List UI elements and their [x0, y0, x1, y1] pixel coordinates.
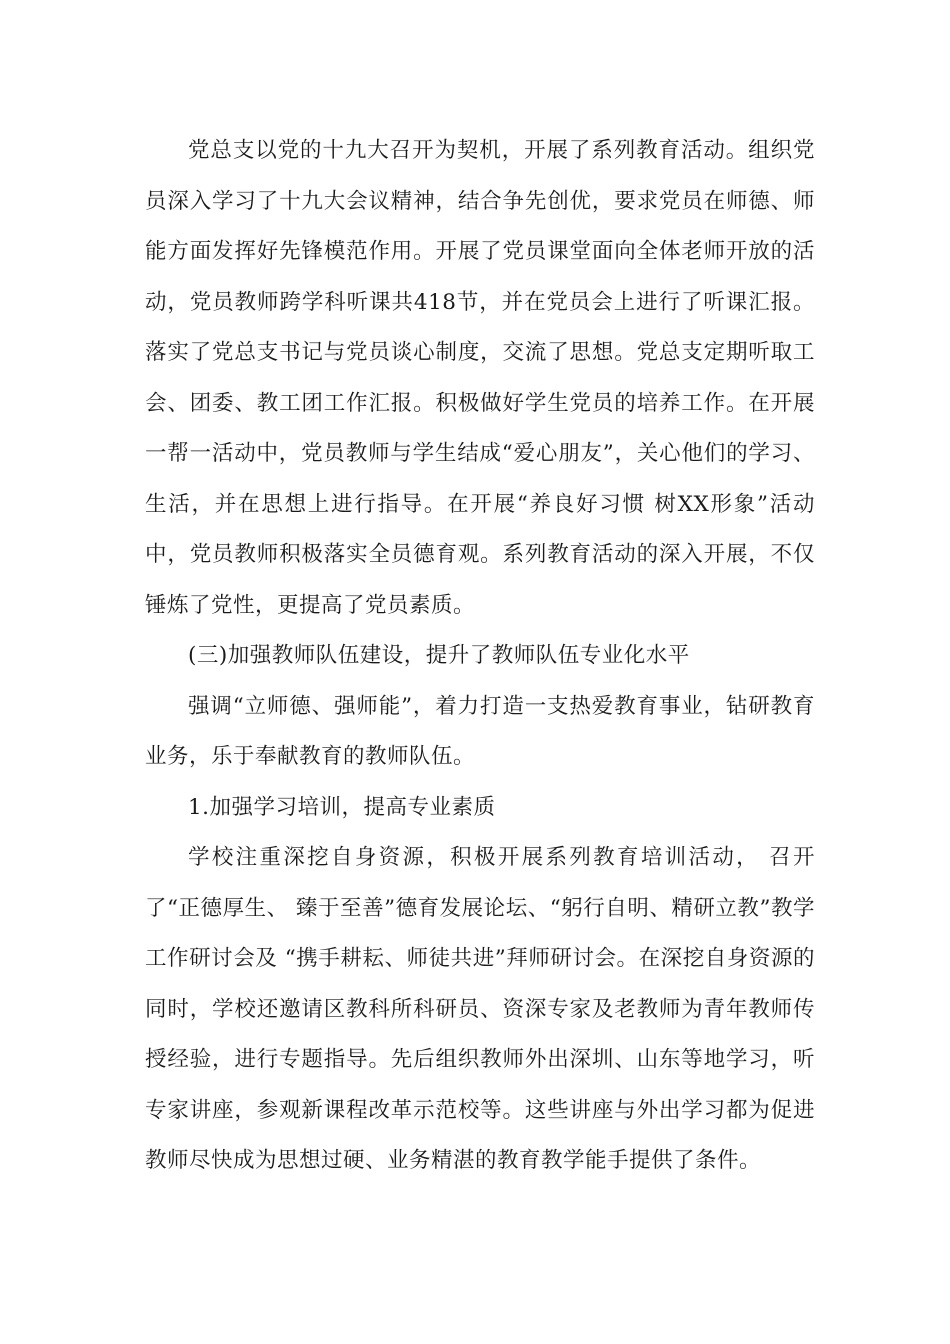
subsection-heading-training: 1.加强学习培训，提高专业素质 — [188, 794, 496, 820]
paragraph-party-education: 党总支以党的十九大召开为契机，开展了系列教育活动。组织党员深入学习了十九大会议精神，结合争先创优，要求党员在师德、师能方面发挥好先锋模范作用。开展了党员课堂面向全体老师开放的活动，党员教师跨学科听课共418节，并在党员会上进行了听课汇报。落实了党总支书记与党员谈心制度，交流了思想。党总支定期听取工会、团委、教工团工作汇报。积极做好学生党员的培养工作。在开展一帮一活动中，党员教师与学生结成“爱心朋友”，关心他们的学习、生活，并在思想上进行指导。在开展“养良好习惯 树XX形象”活动中，党员教师积极落实全员德育观。系列教育活动的深入开展，不仅锤炼了党性，更提高了党员素质。 — [145, 138, 815, 618]
section-heading-teacher-team: (三)加强教师队伍建设，提升了教师队伍专业化水平 — [188, 643, 690, 668]
paragraph-teacher-ethics: 强调“立师德、强师能”，着力打造一支热爱教育事业，钻研教育业务，乐于奉献教育的教师队伍。 — [145, 693, 815, 769]
document-body — [145, 126, 815, 1187]
paragraph-training-activities: 学校注重深挖自身资源，积极开展系列教育培训活动， 召开了“正德厚生、 臻于至善”德育发展论坛、“躬行自明、精研立教”教学工作研讨会及 “携手耕耘、师徒共进”拜师研讨会。在深挖自身资源的同时，学校还邀请区教科所科研员、资深专家及老教师为青年教师传授经验，进行专题指导。先后组织教师外出深圳、山东等地学习，听专家讲座，参观新课程改革示范校等。这些讲座与外出学习都为促进教师尽快成为思想过硬、业务精湛的教育教学能手提供了条件。 — [145, 845, 815, 1173]
